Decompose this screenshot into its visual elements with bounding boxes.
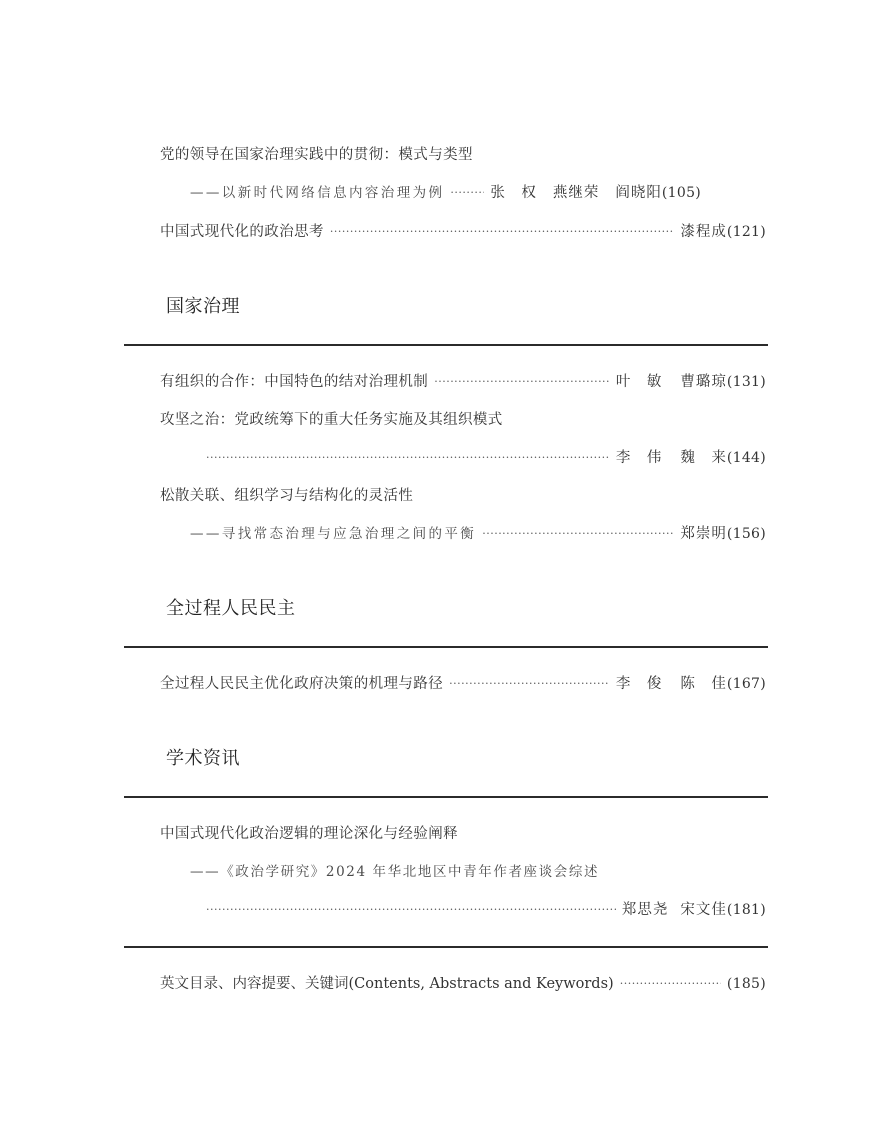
section-heading: 全过程人民民主 [166,598,296,619]
author: 漆程成 [680,224,727,240]
dot-leader [434,370,610,394]
author: 叶 敏 [615,374,663,390]
entry-subtitle: ——以新时代网络信息内容治理为例 [190,185,445,201]
page-number: (156) [726,526,766,542]
toc-entry[interactable] [160,370,766,394]
entry-title: 英文目录、内容提要、关键词(Contents, Abstracts and Keywords) [160,976,614,992]
dot-leader [330,220,674,244]
entry-title: 中国式现代化的政治思考 [160,224,324,240]
dot-leader [206,898,616,922]
toc-entry-subtitle-line[interactable] [190,181,766,205]
dot-leader [450,181,484,205]
entry-subtitle: ——《政治学研究》2024 年华北地区中青年作者座谈会综述 [190,864,600,880]
section-divider [124,796,768,798]
entry-authors [622,898,727,922]
section-divider [124,344,768,346]
page-number: (144) [726,450,766,466]
toc-entry-dots-line[interactable] [206,898,766,922]
entry-subtitle: ——寻找常态治理与应急治理之间的平衡 [190,526,477,542]
section-divider [124,646,768,648]
entry-authors [490,181,662,205]
page-number: (121) [726,224,766,240]
toc-entry-title[interactable] [160,143,766,167]
entry-title: 中国式现代化政治逻辑的理论深化与经验阐释 [160,826,458,842]
entry-title: 攻坚之治：党政统筹下的重大任务实施及其组织模式 [160,412,503,428]
author: 阎晓阳 [615,185,662,201]
toc-entry[interactable] [160,672,766,696]
author: 李 俊 [615,676,663,692]
entry-title: 党的领导在国家治理实践中的贯彻：模式与类型 [160,147,473,163]
entry-title: 全过程人民民主优化政府决策的机理与路径 [160,676,444,692]
toc-entry-subtitle-line[interactable] [190,522,766,546]
toc-entry[interactable] [160,972,766,996]
entry-authors [616,370,727,394]
entry-authors [616,446,727,470]
toc-entry-dots-line[interactable] [206,446,766,470]
author: 曹璐琼 [680,374,727,390]
author: 燕继荣 [552,185,600,201]
author: 郑崇明 [680,526,727,542]
toc-entry-title[interactable] [160,408,766,432]
toc-entry-title[interactable] [160,822,766,846]
entry-title: 有组织的合作：中国特色的结对治理机制 [160,374,429,390]
entry-authors [680,220,727,244]
dot-leader [620,972,721,996]
toc-entry[interactable] [160,220,766,244]
author: 宋文佳 [680,902,727,918]
section-heading: 学术资讯 [166,748,240,769]
page-number: (105) [661,185,702,201]
dot-leader [206,446,610,470]
dot-leader [482,522,674,546]
entry-authors [616,672,727,696]
author: 陈 佳 [680,676,727,692]
entry-authors [680,522,727,546]
toc-entry-title[interactable] [160,484,766,508]
dot-leader [449,672,610,696]
page-number: (167) [726,676,766,692]
section-divider [124,946,768,948]
author: 郑思尧 [621,902,669,918]
toc-entry-subtitle-line[interactable] [190,860,766,884]
page-number: (185) [726,976,766,992]
author: 魏 来 [680,450,727,466]
author: 李 伟 [615,450,663,466]
section-heading: 国家治理 [166,296,240,317]
page-number: (131) [726,374,766,390]
entry-title: 松散关联、组织学习与结构化的灵活性 [160,488,414,504]
page-number: (181) [726,902,766,918]
author: 张 权 [490,185,537,201]
